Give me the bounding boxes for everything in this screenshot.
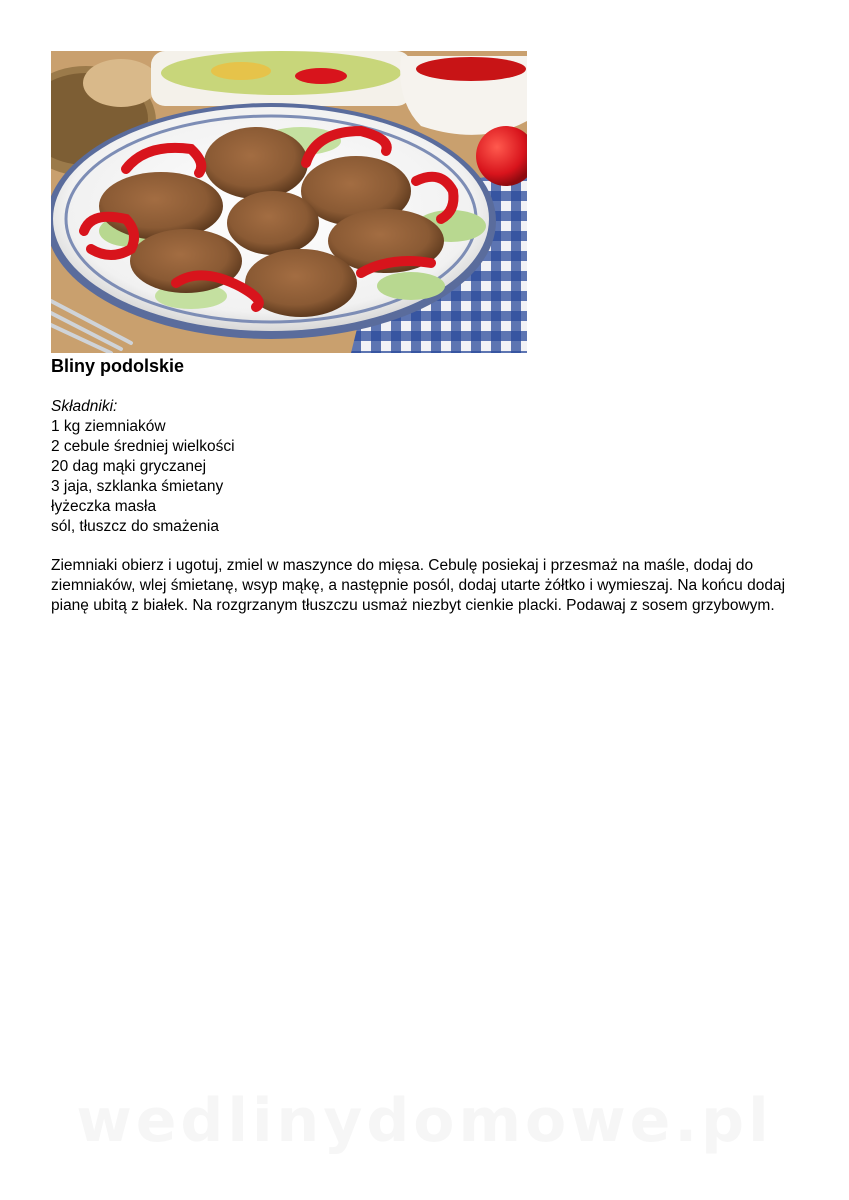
site-watermark: wedlinydomowe.pl — [76, 1086, 773, 1156]
ingredient-item: 3 jaja, szklanka śmietany — [51, 478, 224, 495]
preparation-method: Ziemniaki obierz i ugotuj, zmiel w maszynce do mięsa. Cebulę posiekaj i przesmaż na maśle, dodaj do ziemniaków, wlej śmietanę, wsyp mąkę, a następnie posól, dodaj utarte żółtko i wymieszaj. Na końcu dodaj pianę ubitą z białek. Na rozgrzanym tłuszczu usmaż niezbyt cienkie placki. Podawaj z sosem grzybowym. — [51, 557, 786, 614]
ingredient-item: 1 kg ziemniaków — [51, 418, 166, 435]
ingredient-item: 2 cebule średniej wielkości — [51, 438, 235, 455]
ingredient-item: sól, tłuszcz do smażenia — [51, 518, 219, 535]
recipe-title: Bliny podolskie — [51, 356, 185, 376]
ingredient-item: łyżeczka masła — [51, 498, 157, 515]
ingredients-list — [51, 397, 235, 537]
ingredient-item: 20 dag mąki gryczanej — [51, 458, 207, 475]
ingredients-heading: Składniki: — [51, 398, 118, 415]
recipe-photo — [51, 51, 527, 353]
